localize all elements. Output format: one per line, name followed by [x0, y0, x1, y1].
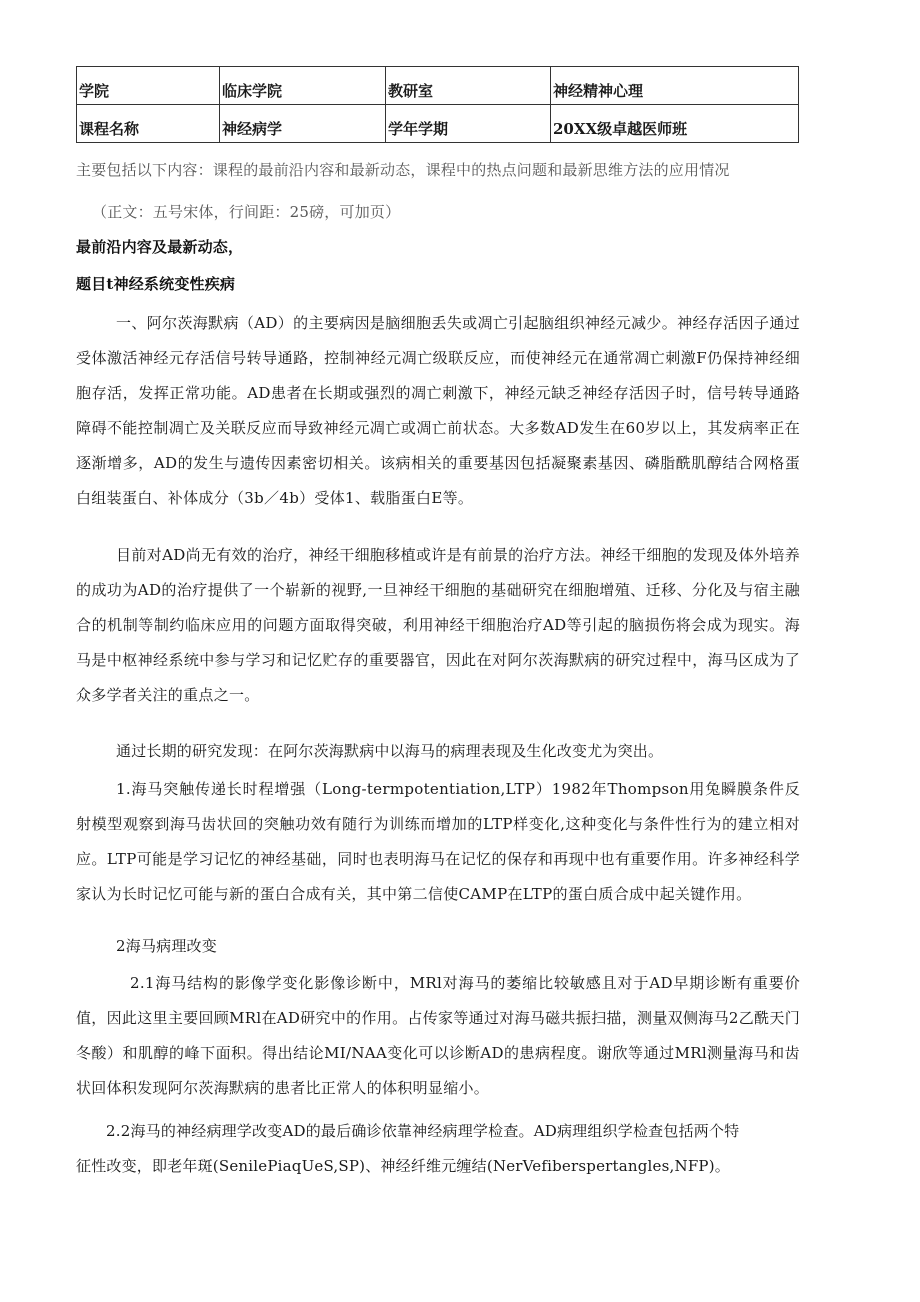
body-paragraph-4: [76, 772, 800, 912]
body-paragraph-7-line-2: 征性改变，即老年斑(SenilePiaqUeS,SP)、神经纤维元缠结(NerVefiberspertangles,NFP)。: [76, 1157, 730, 1175]
paragraph-text: 2.1海马结构的影像学变化影像诊断中，MRl对海马的萎缩比较敏感且对于AD早期诊断有重要价值，因此这里主要回顾MRl在AD研究中的作用。占传家等通过对海马磁共振扫描，测量双侧海马2乙酰天门冬酸）和肌醇的峰下面积。得出结论MI/NAA变化可以诊断AD的患病程度。谢欣等通过MRl测量海马和齿状回体积发现阿尔茨海默病的患者比正常人的体积明显缩小。: [76, 974, 800, 1097]
topic-heading: 题目t神经系统变性疾病: [76, 275, 236, 293]
course-name-value: 神经病学: [220, 105, 386, 143]
body-paragraph-3: 通过长期的研究发现：在阿尔茨海默病中以海马的病理表现及生化改变尤为突出。: [116, 742, 664, 760]
subsection-heading: 2海马病理改变: [116, 937, 217, 955]
table-row: [77, 67, 799, 105]
format-note: （正文：五号宋体，行间距：25磅，可加页）: [92, 203, 401, 221]
course-name-label: 课程名称: [77, 105, 220, 143]
body-paragraph-1: [76, 306, 800, 516]
intro-description: 主要包括以下内容：课程的最前沿内容和最新动态，课程中的热点问题和最新思维方法的应用情况: [76, 161, 730, 179]
college-label: 学院: [77, 67, 220, 105]
paragraph-text: 1.海马突触传递长时程增强（Long-termpotentiation,LTP）1982年Thompson用兔瞬膜条件反射模型观察到海马齿状回的突触功效有随行为训练而增加的LTP样变化,这种变化与条件性行为的建立相对应。LTP可能是学习记忆的神经基础，同时也表明海马在记忆的保存和再现中也有重要作用。许多神经科学家认为长时记忆可能与新的蛋白合成有关，其中第二信使CAMP在LTP的蛋白质合成中起关键作用。: [76, 780, 800, 903]
table-row: [77, 105, 799, 143]
body-paragraph-7-line-1: 2.2海马的神经病理学改变AD的最后确诊依靠神经病理学检查。AD病理组织学检查包括两个特: [106, 1122, 740, 1140]
paragraph-text: 一、阿尔茨海默病（AD）的主要病因是脑细胞丢失或凋亡引起脑组织神经元减少。神经存活因子通过受体激活神经元存活信号转导通路，控制神经元凋亡级联反应，而使神经元在通常凋亡刺激F仍保持神经细胞存活，发挥正常功能。AD患者在长期或强烈的凋亡刺激下，神经元缺乏神经存活因子时，信号转导通路障碍不能控制凋亡及关联反应而导致神经元凋亡或凋亡前状态。大多数AD发生在60岁以上，其发病率正在逐渐增多，AD的发生与遗传因素密切相关。该病相关的重要基因包括凝聚素基因、磷脂酰肌醇结合网格蛋白组装蛋白、补体成分（3b／4b）受体1、载脂蛋白E等。: [76, 314, 800, 507]
semester-label: 学年学期: [386, 105, 551, 143]
body-paragraph-2: [76, 538, 800, 713]
course-info-table: [76, 66, 799, 143]
department-value: 神经精神心理: [551, 67, 799, 105]
semester-value: 20XX级卓越医师班: [551, 105, 799, 143]
section-heading: 最前沿内容及最新动态，: [76, 238, 244, 256]
department-label: 教研室: [386, 67, 551, 105]
college-value: 临床学院: [220, 67, 386, 105]
body-paragraph-6: [76, 966, 800, 1106]
paragraph-text: 目前对AD尚无有效的治疗，神经干细胞移植或许是有前景的治疗方法。神经干细胞的发现及体外培养的成功为AD的治疗提供了一个崭新的视野,一旦神经干细胞的基础研究在细胞增殖、迁移、分化及与宿主融合的机制等制约临床应用的问题方面取得突破，利用神经干细胞治疗AD等引起的脑损伤将会成为现实。海马是中枢神经系统中参与学习和记忆贮存的重要器官，因此在对阿尔茨海默病的研究过程中，海马区成为了众多学者关注的重点之一。: [76, 546, 800, 704]
